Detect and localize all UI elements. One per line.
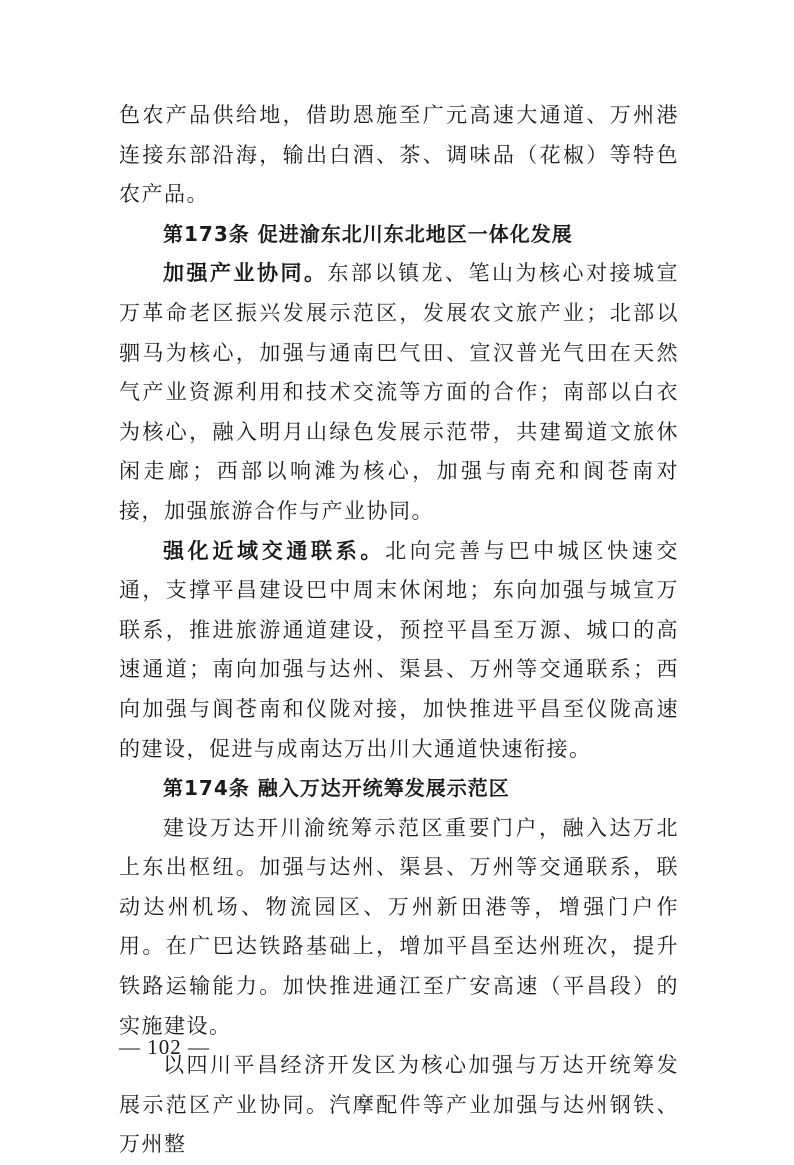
paragraph-gateway: 建设万达开川渝统筹示范区重要门户，融入达万北上东出枢纽。加强与达州、渠县、万州等交通联系，联动达州机场、物流园区、万州新田港等，增强门户作用。在广巴达铁路基础上，增加平昌至达州班次，提升铁路运输能力。加快推进通江至广安高速（平昌段）的实施建设。 xyxy=(119,815,679,1038)
paragraph-lead: 加强产业协同。 xyxy=(163,261,328,286)
paragraph-body: 北向完善与巴中城区快速交通，支撑平昌建设巴中周末休闲地；东向加强与城宣万联系，推进旅游通道建设，预控平昌至万源、城口的高速通道；南向加强与达州、渠县、万州等交通联系；西向加强与阆苍南和仪陇对接，加快推进平昌至仪陇高速的建设，促进与成南达万出川大通道快速衔接。 xyxy=(119,538,680,761)
paragraph-body: 东部以镇龙、笔山为核心对接城宣万革命老区振兴发展示范区，发展农文旅产业；北部以驷马为核心，加强与通南巴气田、宣汉普光气田在天然气产业资源利用和技术交流等方面的合作；南部以白衣为核心，融入明月山绿色发展示范带，共建蜀道文旅休闲走廊；西部以响滩为核心，加强与南充和阆苍南对接，加强旅游合作与产业协同。 xyxy=(119,261,679,523)
paragraph-industry-coordination xyxy=(119,254,679,531)
article-173-heading: 第173条 促进渝东北川东北地区一体化发展 xyxy=(163,221,573,246)
document-body xyxy=(119,96,679,1165)
page-number: — 102 — xyxy=(119,1035,210,1059)
paragraph-transport-links xyxy=(119,532,679,770)
article-174-heading: 第174条 融入万达开统筹发展示范区 xyxy=(163,776,510,801)
paragraph-industrial-park: 以四川平昌经济开发区为核心加强与万达开统筹发展示范区产业协同。汽摩配件等产业加强与达州钢铁、万州整 xyxy=(119,1053,679,1157)
paragraph-lead: 强化近域交通联系。 xyxy=(163,538,386,563)
paragraph-continuation: 色农产品供给地，借助恩施至广元高速大通道、万州港连接东部沿海，输出白酒、茶、调味品（花椒）等特色农产品。 xyxy=(119,103,679,207)
